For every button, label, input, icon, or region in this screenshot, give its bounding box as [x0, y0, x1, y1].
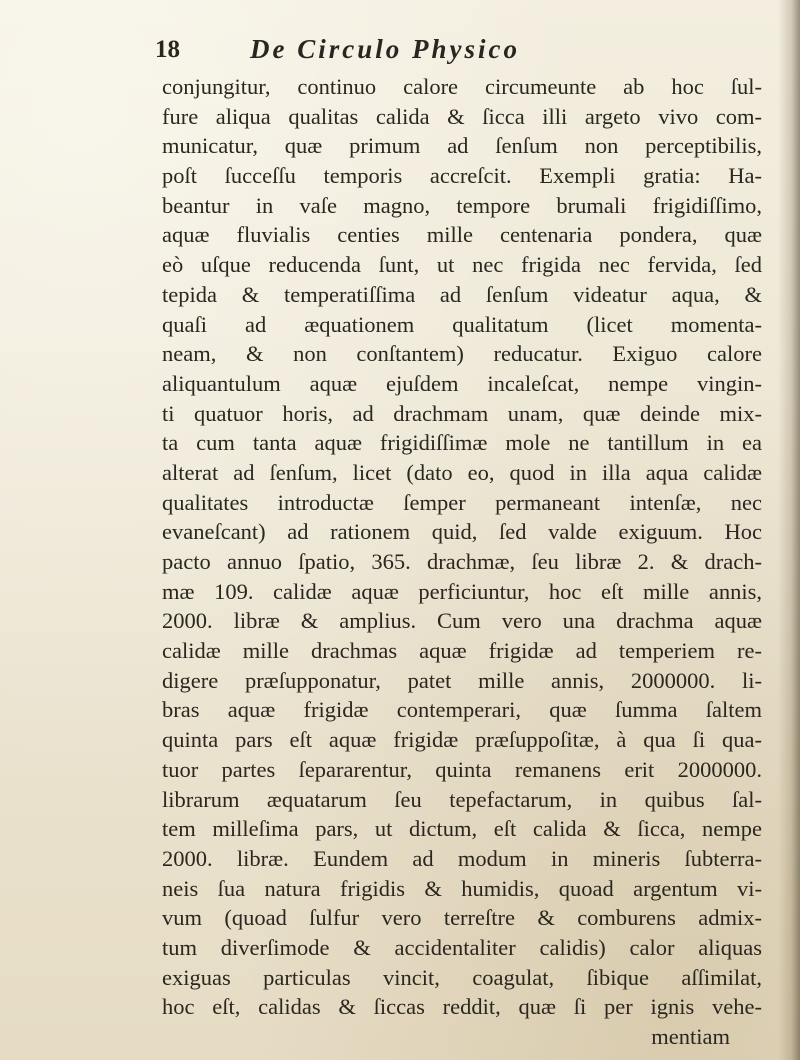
text-line: pacto annuo ſpatio, 365. drachmæ, ſeu libræ 2. & drach- [162, 549, 762, 574]
text-line: eò uſque reducenda ſunt, ut nec frigida nec fervida, ſed [162, 252, 762, 278]
text-line: conjungitur, continuo calore circumeunte ab hoc ſul- [162, 74, 762, 99]
page-number: 18 [155, 36, 180, 63]
text-line: tepida & temperatiſſima ad ſenſum videatur aqua, & [162, 281, 762, 307]
text-line: tum diverſimode & accidentaliter calidis) calor aliquas [162, 934, 762, 960]
text-line: ta cum tanta aquæ frigidiſſimæ mole ne tantillum in ea [162, 430, 762, 456]
text-line: qualitates introductæ ſemper permaneant intenſæ, nec [162, 489, 762, 515]
text-line: neam, & non conſtantem) reducatur. Exiguo calore [162, 341, 762, 367]
text-line: aliquantulum aquæ ejuſdem incaleſcat, nempe vingin- [162, 370, 762, 396]
text-line: digere præſupponatur, patet mille annis, 2000000. li- [162, 667, 762, 693]
text-line: quinta pars eſt aquæ frigidæ præſuppoſitæ, à qua ſi qua- [162, 727, 762, 753]
text-line: ti quatuor horis, ad drachmam unam, quæ deinde mix- [162, 400, 762, 426]
catchword: mentiam [651, 1024, 730, 1049]
text-line: poſt ſucceſſu temporis accreſcit. Exempli gratia: Ha- [162, 163, 762, 189]
running-head: De Circulo Physico [250, 34, 520, 64]
text-line: neis ſua natura frigidis & humidis, quoad argentum vi- [162, 875, 762, 901]
text-line: tuor partes ſepararentur, quinta remanens erit 2000000. [162, 756, 762, 782]
page-edge-shadow [778, 0, 800, 1060]
text-line: 2000. libræ & amplius. Cum vero una drachma aquæ [162, 608, 762, 634]
text-line: bras aquæ frigidæ contemperari, quæ ſumma ſaltem [162, 697, 762, 723]
body-text [162, 72, 762, 1052]
text-line: aquæ fluvialis centies mille centenaria pondera, quæ [162, 222, 762, 248]
text-line: vum (quoad ſulfur vero terreſtre & comburens admix- [162, 905, 762, 931]
text-line: calidæ mille drachmas aquæ frigidæ ad temperiem re- [162, 638, 762, 664]
text-line: evaneſcant) ad rationem quid, ſed valde exiguum. Hoc [162, 519, 762, 545]
text-line: municatur, quæ primum ad ſenſum non perceptibilis, [162, 133, 762, 159]
text-line: quaſi ad æquationem qualitatum (licet momenta- [162, 311, 762, 337]
text-line: fure aliqua qualitas calida & ſicca illi argeto vivo com- [162, 103, 762, 129]
text-line: tem milleſima pars, ut dictum, eſt calida & ſicca, nempe [162, 816, 762, 842]
text-line: 2000. libræ. Eundem ad modum in mineris ſubterra- [162, 845, 762, 871]
text-line: exiguas particulas vincit, coagulat, ſibique aſſimilat, [162, 964, 762, 990]
text-line: mæ 109. calidæ aquæ perficiuntur, hoc eſt mille annis, [162, 578, 762, 604]
text-line: beantur in vaſe magno, tempore brumali frigidiſſimo, [162, 192, 762, 218]
text-line: hoc eſt, calidas & ſiccas reddit, quæ ſi per ignis vehe- [162, 994, 762, 1020]
text-line: librarum æquatarum ſeu tepefactarum, in quibus ſal- [162, 786, 762, 812]
text-line: alterat ad ſenſum, licet (dato eo, quod in illa aqua calidæ [162, 459, 762, 485]
page-header [155, 34, 775, 74]
